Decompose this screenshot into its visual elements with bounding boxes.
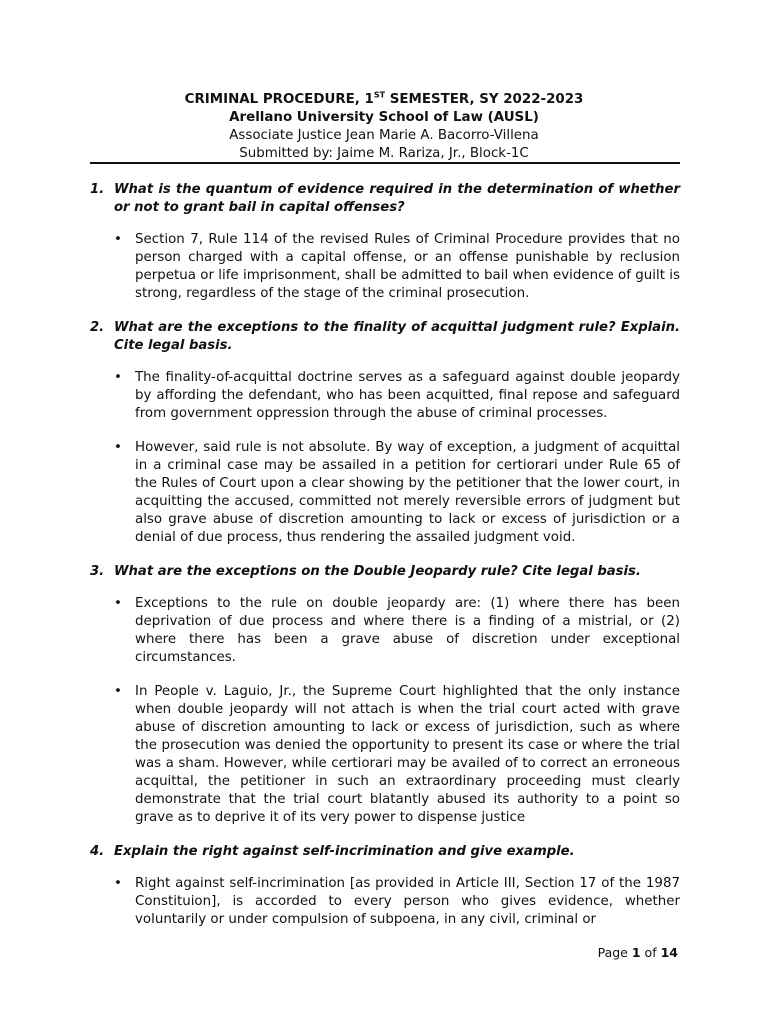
document-body bbox=[90, 181, 680, 945]
answers-3 bbox=[90, 595, 680, 827]
question-1: 1. What is the quantum of evidence required in the determination of whether or not to grant bail in capital offenses? bbox=[90, 182, 680, 215]
page-number: Page 1 of 14 bbox=[597, 945, 678, 960]
bullet-icon: • bbox=[114, 596, 122, 611]
answers-4 bbox=[90, 875, 680, 929]
bullet-icon: • bbox=[114, 876, 122, 891]
bullet-icon: • bbox=[114, 232, 122, 247]
answer-item: • Section 7, Rule 114 of the revised Rules of Criminal Procedure provides that no person charged with a capital offense, or an offense punishable by reclusion perpetua or life imprisonment, shall be admitted to bail when evidence of guilt is strong, regardless of the stage of the criminal prosecution. bbox=[114, 232, 680, 301]
header-divider bbox=[90, 162, 680, 164]
document-header bbox=[90, 91, 678, 163]
school-name: Arellano University School of Law (AUSL) bbox=[229, 110, 539, 125]
answer-item: • Right against self-incrimination [as provided in Article III, Section 17 of the 1987 Constituion], is accorded to every person who gives evidence, whether voluntarily or under compulsion of subpoena, in any civil, criminal or bbox=[114, 876, 680, 927]
question-4: 4. Explain the right against self-incrimination and give example. bbox=[90, 844, 575, 859]
answers-2 bbox=[90, 369, 680, 547]
bullet-icon: • bbox=[114, 684, 122, 699]
bullet-icon: • bbox=[114, 370, 122, 385]
bullet-icon: • bbox=[114, 440, 122, 455]
professor-name: Associate Justice Jean Marie A. Bacorro-Villena bbox=[229, 128, 539, 143]
answer-item: • Exceptions to the rule on double jeopardy are: (1) where there has been deprivation of due process and where there is a finding of a mistrial, or (2) where there has been a grave abuse of discretion under exceptional circumstances. bbox=[114, 596, 680, 665]
course-title: CRIMINAL PROCEDURE, 1ST SEMESTER, SY 2022-2023 bbox=[184, 90, 584, 107]
question-3: 3. What are the exceptions on the Double Jeopardy rule? Cite legal basis. bbox=[90, 564, 641, 579]
question-2: 2. What are the exceptions to the finality of acquittal judgment rule? Explain. Cite legal basis. bbox=[90, 320, 680, 353]
answers-1 bbox=[90, 231, 680, 303]
submitted-by: Submitted by: Jaime M. Rariza, Jr., Block-1C bbox=[239, 146, 529, 161]
answer-item: • However, said rule is not absolute. By way of exception, a judgment of acquittal in a criminal case may be assailed in a petition for certiorari under Rule 65 of the Rules of Court upon a clear showing by the petitioner that the lower court, in acquitting the accused, committed not merely reversible errors of judgment but also grave abuse of discretion amounting to lack or excess of jurisdiction or a denial of due process, thus rendering the assailed judgment void. bbox=[114, 440, 680, 545]
answer-item: • The finality-of-acquittal doctrine serves as a safeguard against double jeopardy by affording the defendant, who has been acquitted, final repose and safeguard from government oppression through the abuse of criminal processes. bbox=[114, 370, 680, 421]
answer-item: • In People v. Laguio, Jr., the Supreme Court highlighted that the only instance when double jeopardy will not attach is when the trial court acted with grave abuse of discretion amounting to lack or excess of jurisdiction, such as where the prosecution was denied the opportunity to present its case or where the trial was a sham. However, while certiorari may be availed of to correct an erroneous acquittal, the petitioner in such an extraordinary proceeding must clearly demonstrate that the trial court blatantly abused its authority to a point so grave as to deprive it of its very power to dispense justice bbox=[114, 684, 680, 825]
